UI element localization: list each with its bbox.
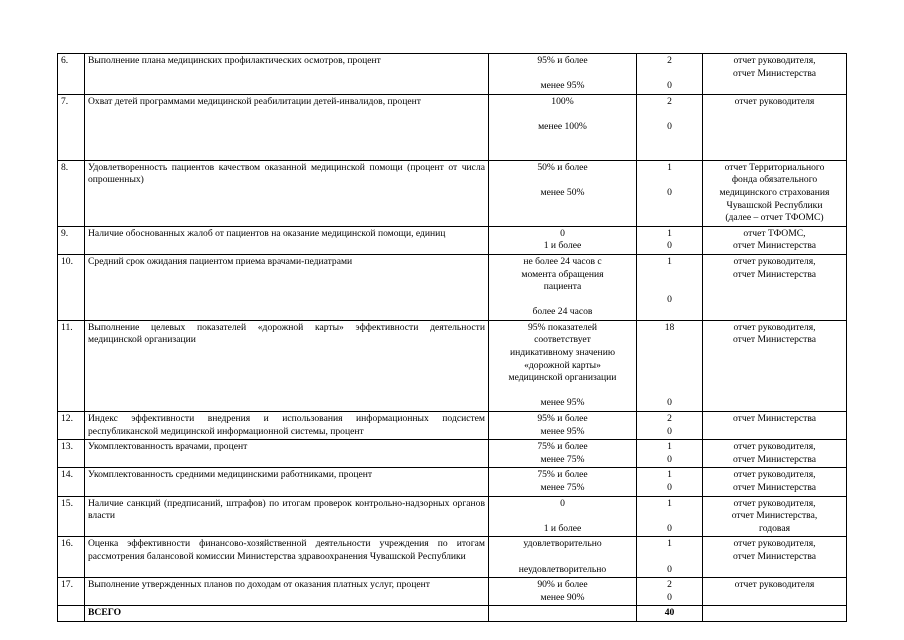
source-line: отчет Министерства (732, 550, 817, 562)
table-row (58, 412, 847, 440)
table-row (58, 94, 847, 160)
criteria-value: 1 и более (543, 522, 582, 534)
criteria-value: медицинской организации (508, 372, 617, 384)
source-line: отчет Министерства (732, 240, 817, 252)
point-value: 0 (667, 425, 672, 437)
points (637, 94, 703, 160)
report-source (703, 412, 847, 440)
criteria-values (489, 578, 637, 606)
point-value: 1 (667, 441, 672, 453)
indicator-name: Средний срок ожидания пациентом приема врачами-педиатрами (85, 254, 489, 320)
row-number: 9. (58, 226, 85, 254)
point-value: 0 (667, 522, 672, 534)
point-value: 0 (667, 563, 672, 575)
table-row (58, 320, 847, 411)
report-source (703, 537, 847, 578)
criteria-value: 0 (560, 227, 565, 239)
criteria-value: «дорожной карты» (524, 359, 601, 371)
source-line: отчет Министерства (732, 413, 817, 425)
source-line: Чувашской Республики (726, 199, 823, 211)
source-line: отчет Министерства (732, 482, 817, 493)
row-number: 6. (58, 54, 85, 95)
total-points: 40 (637, 606, 703, 622)
points (637, 54, 703, 95)
indicator-name: Выполнение целевых показателей «дорожной карты» эффективности деятельности медицинской организации (85, 320, 489, 411)
table-row (58, 226, 847, 254)
criteria-value: 1 и более (543, 240, 582, 252)
criteria-value: 0 (560, 497, 565, 509)
total-number-cell (58, 606, 85, 622)
criteria-values (489, 496, 637, 537)
row-number: 16. (58, 537, 85, 578)
point-value: 2 (667, 55, 672, 66)
source-line: отчет руководителя, (733, 55, 816, 66)
criteria-values (489, 94, 637, 160)
point-value: 0 (667, 240, 672, 252)
row-number: 12. (58, 412, 85, 440)
indicator-name: Укомплектованность средними медицинскими работниками, процент (85, 468, 489, 496)
point-value: 0 (667, 397, 672, 409)
criteria-value: соответствует (534, 334, 591, 346)
criteria-value: индикативному значению (510, 347, 615, 359)
report-source (703, 468, 847, 496)
row-number: 11. (58, 320, 85, 411)
source-line: отчет ТФОМС, (743, 227, 806, 239)
criteria-value: менее 95% (540, 397, 585, 409)
criteria-values (489, 440, 637, 468)
points (637, 496, 703, 537)
point-value: 2 (667, 413, 672, 425)
total-label: ВСЕГО (85, 606, 489, 622)
points (637, 468, 703, 496)
points (637, 254, 703, 320)
table-row (58, 578, 847, 606)
report-source (703, 94, 847, 160)
criteria-value: не более 24 часов с (523, 255, 602, 267)
indicator-name: Выполнение плана медицинских профилактических осмотров, процент (85, 54, 489, 95)
source-line: отчет руководителя (734, 95, 815, 107)
row-number: 10. (58, 254, 85, 320)
criteria-table (57, 53, 847, 622)
source-line: фонда обязательного (731, 174, 818, 186)
point-value: 0 (667, 186, 672, 198)
source-line: годовая (759, 522, 790, 534)
point-value: 0 (667, 482, 672, 493)
criteria-value: момента обращения (521, 268, 604, 280)
indicator-name: Оценка эффективности финансово-хозяйственной деятельности учреждения по итогам рассмотрения балансовой комиссии Министерства здравоохранения Чувашской Республики (85, 537, 489, 578)
criteria-value: 95% и более (537, 413, 588, 425)
criteria-value: 50% и более (537, 161, 588, 173)
report-source (703, 440, 847, 468)
points (637, 537, 703, 578)
criteria-values (489, 160, 637, 226)
criteria-values (489, 54, 637, 95)
indicator-name: Наличие обоснованных жалоб от пациентов на оказание медицинской помощи, единиц (85, 226, 489, 254)
point-value: 2 (667, 579, 672, 591)
point-value: 1 (667, 161, 672, 173)
row-number: 17. (58, 578, 85, 606)
total-row (58, 606, 847, 622)
table-row (58, 496, 847, 537)
table-row (58, 440, 847, 468)
source-line: (далее – отчет ТФОМС) (725, 212, 824, 224)
report-source (703, 320, 847, 411)
source-line: отчет Министерства (732, 268, 817, 280)
point-value: 1 (667, 227, 672, 239)
criteria-value: менее 50% (540, 186, 585, 198)
criteria-values (489, 412, 637, 440)
indicator-name: Выполнение утвержденных планов по доходам от оказания платных услуг, процент (85, 578, 489, 606)
point-value: 1 (667, 538, 672, 550)
criteria-values (489, 226, 637, 254)
criteria-value: удовлетворительно (523, 538, 602, 550)
criteria-values (489, 254, 637, 320)
report-source (703, 578, 847, 606)
criteria-value: 75% и более (537, 441, 588, 453)
criteria-value: менее 95% (540, 425, 585, 437)
indicator-name: Индекс эффективности внедрения и использования информационных подсистем республиканской медицинской информационной системы, процент (85, 412, 489, 440)
point-value: 0 (667, 120, 672, 132)
criteria-values (489, 537, 637, 578)
points (637, 578, 703, 606)
point-value: 0 (667, 453, 672, 465)
table-row (58, 537, 847, 578)
criteria-value: неудовлетворительно (518, 563, 607, 575)
row-number: 8. (58, 160, 85, 226)
source-line: отчет руководителя, (733, 441, 816, 453)
criteria-value: менее 100% (538, 120, 587, 132)
criteria-value: более 24 часов (532, 306, 593, 318)
total-source-cell (703, 606, 847, 622)
points (637, 440, 703, 468)
report-source (703, 496, 847, 537)
table-row (58, 54, 847, 95)
source-line: отчет руководителя, (733, 255, 816, 267)
total-values-cell (489, 606, 637, 622)
table-row (58, 468, 847, 496)
source-line: отчет руководителя (734, 579, 815, 591)
point-value: 2 (667, 95, 672, 107)
indicator-name: Наличие санкций (предписаний, штрафов) по итогам проверок контрольно-надзорных органов власти (85, 496, 489, 537)
points (637, 412, 703, 440)
table-row (58, 160, 847, 226)
criteria-values (489, 320, 637, 411)
report-source (703, 160, 847, 226)
criteria-value: менее 90% (540, 591, 585, 603)
report-source (703, 226, 847, 254)
source-line: отчет Министерства (732, 67, 817, 79)
point-value: 0 (667, 293, 672, 305)
point-value: 1 (667, 255, 672, 267)
source-line: отчет руководителя, (733, 538, 816, 550)
points (637, 160, 703, 226)
source-line: медицинского страхования (719, 186, 830, 198)
point-value: 1 (667, 469, 672, 481)
point-value: 18 (664, 321, 675, 333)
indicator-name: Охват детей программами медицинской реабилитации детей-инвалидов, процент (85, 94, 489, 160)
criteria-value: 100% (551, 95, 574, 107)
source-line: отчет Министерства, (731, 510, 818, 522)
criteria-value: 95% показателей (527, 321, 598, 333)
source-line: отчет Территориального (724, 161, 825, 173)
row-number: 15. (58, 496, 85, 537)
point-value: 0 (667, 80, 672, 92)
criteria-values (489, 468, 637, 496)
criteria-value: пациента (543, 281, 582, 293)
criteria-value: менее 75% (540, 482, 585, 493)
row-number: 7. (58, 94, 85, 160)
source-line: отчет Министерства (732, 453, 817, 465)
criteria-value: 95% и более (537, 55, 588, 66)
points (637, 226, 703, 254)
source-line: отчет Министерства (732, 334, 817, 346)
indicator-name: Удовлетворенность пациентов качеством оказанной медицинской помощи (процент от числа опрошенных) (85, 160, 489, 226)
report-source (703, 254, 847, 320)
criteria-value: менее 75% (540, 453, 585, 465)
points (637, 320, 703, 411)
point-value: 1 (667, 497, 672, 509)
point-value: 0 (667, 591, 672, 603)
row-number: 13. (58, 440, 85, 468)
criteria-value: 90% и более (537, 579, 588, 591)
source-line: отчет руководителя, (733, 497, 816, 509)
criteria-value: 75% и более (537, 469, 588, 481)
table-row (58, 254, 847, 320)
indicator-name: Укомплектованность врачами, процент (85, 440, 489, 468)
row-number: 14. (58, 468, 85, 496)
source-line: отчет руководителя, (733, 469, 816, 481)
source-line: отчет руководителя, (733, 321, 816, 333)
criteria-value: менее 95% (540, 80, 585, 92)
report-source (703, 54, 847, 95)
